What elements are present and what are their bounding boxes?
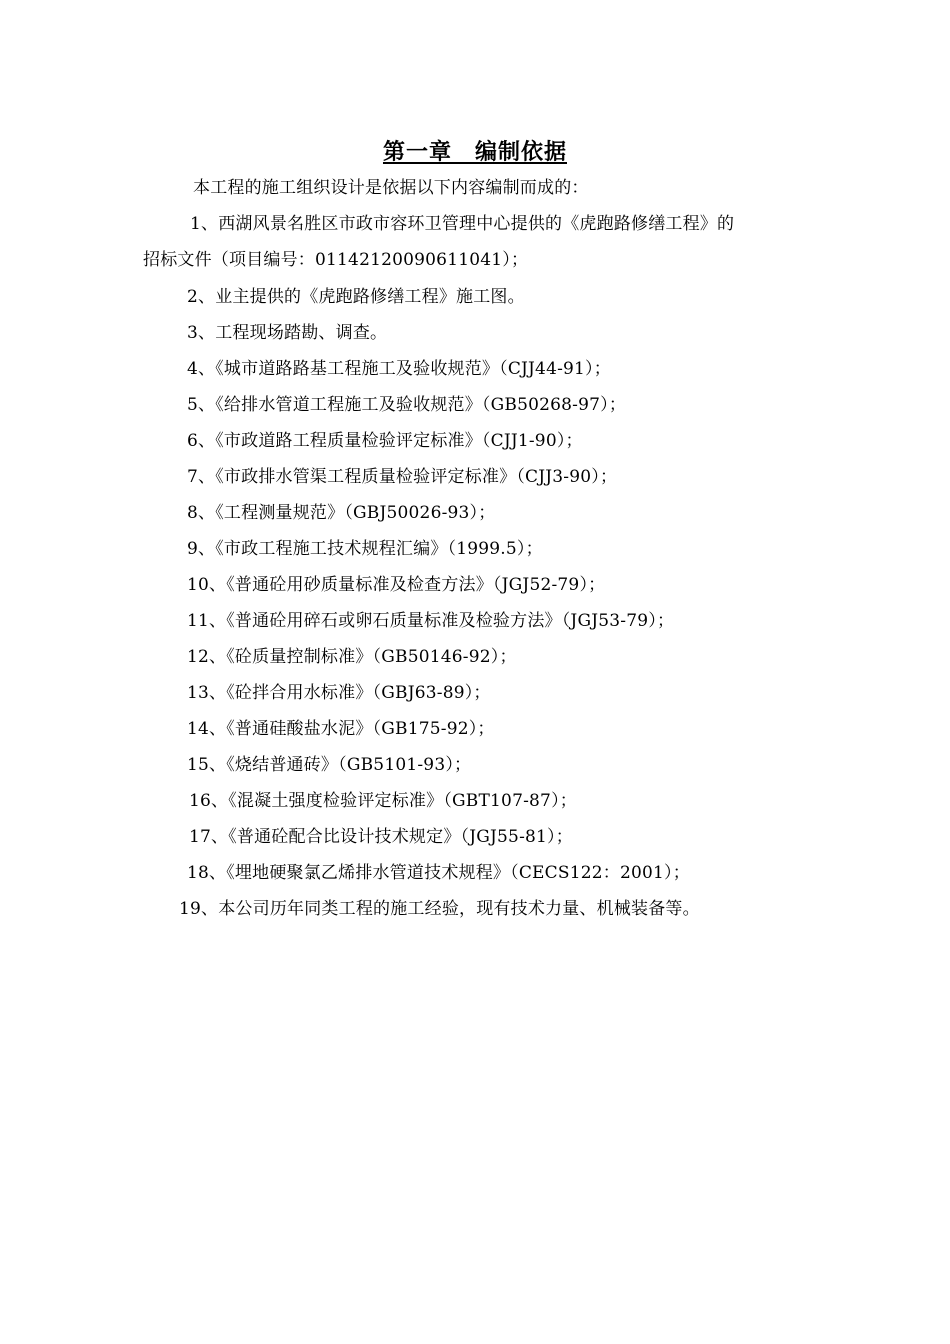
chapter-title: 第一章 编制依据	[382, 139, 567, 165]
list-item-5: 5、《给排水管道工程施工及验收规范》（GB50268-97）；	[187, 395, 627, 415]
list-item-1-line-1: 1、西湖风景名胜区市政市容环卫管理中心提供的《虎跑路修缮工程》的	[190, 214, 735, 234]
list-item-7: 7、《市政排水管渠工程质量检验评定标准》（CJJ3-90）；	[187, 467, 618, 487]
list-item-8: 8、《工程测量规范》（GBJ50026-93）；	[187, 503, 496, 523]
list-item-2: 2、业主提供的《虎跑路修缮工程》施工图。	[187, 287, 525, 307]
list-item-16: 16、《混凝土强度检验评定标准》（GBT107-87）；	[189, 791, 577, 811]
list-item-6: 6、《市政道路工程质量检验评定标准》（CJJ1-90）；	[187, 431, 583, 451]
list-item-1-line-2: 招标文件（项目编号：01142120090611041）；	[143, 250, 529, 270]
list-item-13: 13、《砼拌合用水标准》（GBJ63-89）；	[187, 683, 491, 703]
list-item-3: 3、工程现场踏勘、调查。	[187, 323, 388, 343]
list-item-17: 17、《普通砼配合比设计技术规定》（JGJ55-81）；	[189, 827, 573, 847]
list-item-10: 10、《普通砼用砂质量标准及检查方法》（JGJ52-79）；	[187, 575, 606, 595]
list-item-19: 19、本公司历年同类工程的施工经验，现有技术力量、机械装备等。	[179, 899, 700, 919]
list-item-15: 15、《烧结普通砖》（GB5101-93）；	[187, 755, 472, 775]
list-item-11: 11、《普通砼用碎石或卵石质量标准及检验方法》（JGJ53-79）；	[187, 611, 675, 631]
list-item-12: 12、《砼质量控制标准》（GB50146-92）；	[187, 647, 517, 667]
list-item-14: 14、《普通硅酸盐水泥》（GB175-92）；	[187, 719, 495, 739]
list-item-18: 18、《埋地硬聚氯乙烯排水管道技术规程》（CECS122：2001）；	[187, 863, 690, 883]
list-item-9: 9、《市政工程施工技术规程汇编》（1999.5）；	[187, 539, 543, 559]
list-item-4: 4、《城市道路路基工程施工及验收规范》（CJJ44-91）；	[187, 359, 611, 379]
intro-paragraph: 本工程的施工组织设计是依据以下内容编制而成的：	[193, 178, 589, 198]
